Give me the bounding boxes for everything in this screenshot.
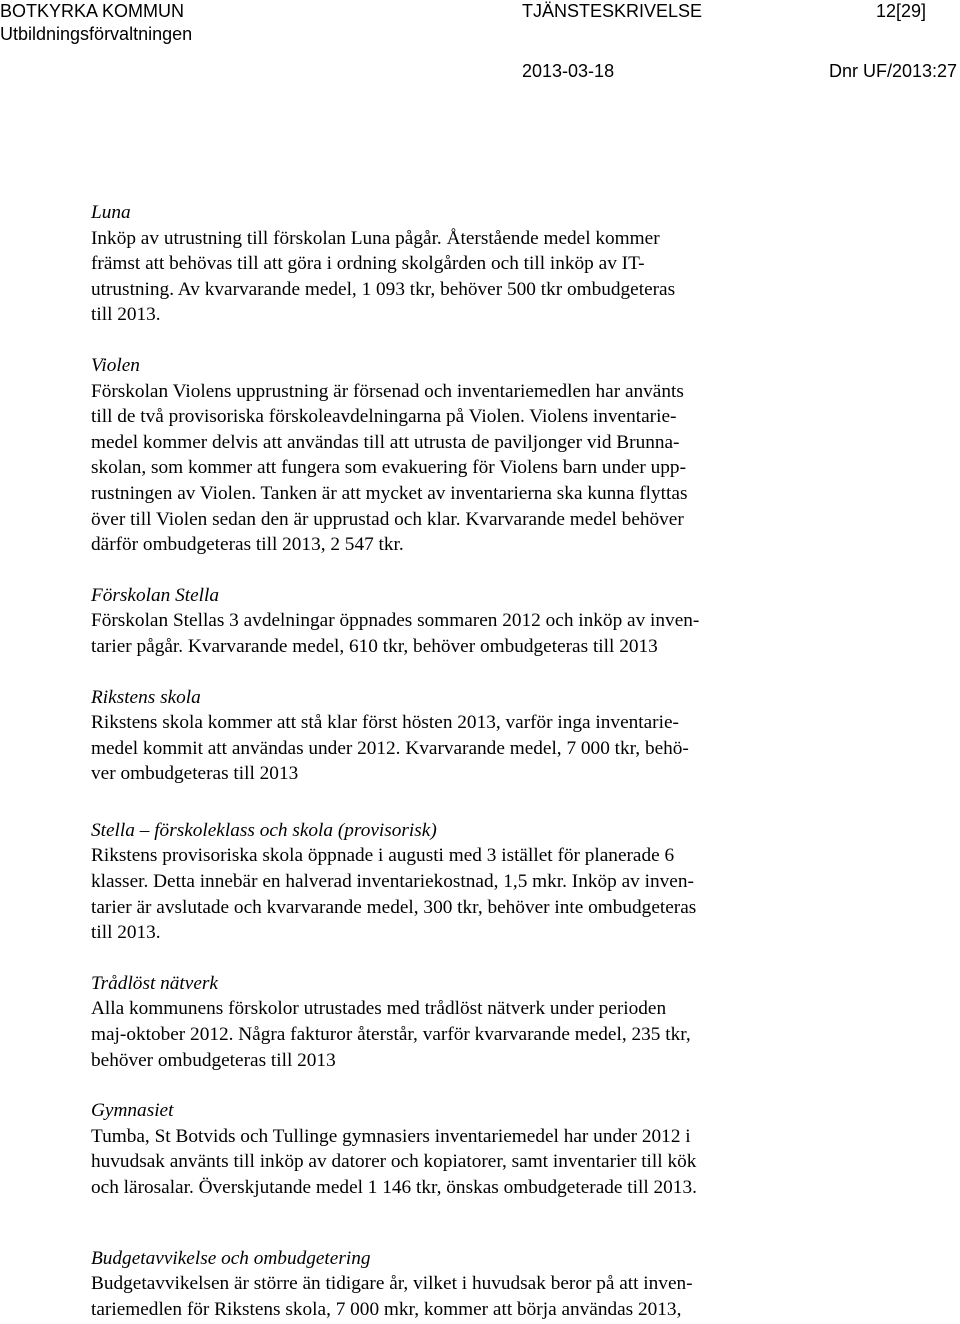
paragraph-line: Alla kommunens förskolor utrustades med trådlöst nätverk under perioden (91, 998, 667, 1020)
section-tradlost-natverk (91, 971, 831, 1073)
document-body (91, 200, 831, 1322)
paragraph-line: behöver ombudgeteras till 2013 (91, 1049, 336, 1071)
section-heading: Gymnasiet (91, 1100, 174, 1122)
document-type: TJÄNSTESKRIVELSE (522, 1, 703, 21)
document-date: 2013-03-18 (522, 61, 615, 81)
paragraph-line: utrustning. Av kvarvarande medel, 1 093 tkr, behöver 500 tkr ombudgeteras (91, 278, 676, 300)
paragraph-line: till 2013. (91, 922, 161, 944)
section-budgetavvikelse (91, 1246, 831, 1323)
paragraph-line: till de två provisoriska förskoleavdelningarna på Violen. Violens inventarie- (91, 406, 677, 428)
paragraph-line: Förskolan Stellas 3 avdelningar öppnades sommaren 2012 och inköp av inven- (91, 610, 700, 632)
department-name: Utbildningsförvaltningen (0, 24, 193, 44)
page-number: 12[29] (876, 1, 927, 21)
section-luna (91, 200, 831, 328)
section-heading: Budgetavvikelse och ombudgetering (91, 1247, 371, 1269)
paragraph-line: klasser. Detta innebär en halverad inventariekostnad, 1,5 mkr. Inköp av inven- (91, 871, 694, 893)
section-stella-forskoleklass (91, 818, 831, 946)
section-gymnasiet (91, 1098, 831, 1200)
paragraph-line: till 2013. (91, 304, 161, 326)
paragraph-line: främst att behövas till att göra i ordning skolgården och till inköp av IT- (91, 253, 645, 275)
section-heading: Violen (91, 354, 140, 376)
paragraph-line: skolan, som kommer att fungera som evakuering för Violens barn under upp- (91, 457, 686, 479)
paragraph-line: tarier pågår. Kvarvarande medel, 610 tkr, behöver ombudgeteras till 2013 (91, 635, 658, 657)
paragraph-line: Förskolan Violens upprustning är försenad och inventariemedlen har använts (91, 380, 684, 402)
paragraph-line: därför ombudgeteras till 2013, 2 547 tkr. (91, 534, 404, 556)
paragraph-line: över till Violen sedan den är upprustad och klar. Kvarvarande medel behöver (91, 508, 684, 530)
section-rikstens-skola (91, 685, 831, 787)
paragraph-line: och lärosalar. Överskjutande medel 1 146 tkr, önskas ombudgeterade till 2013. (91, 1177, 697, 1198)
document-dnr: Dnr UF/2013:27 (829, 61, 958, 81)
paragraph-line: Inköp av utrustning till förskolan Luna pågår. Återstående medel kommer (91, 227, 660, 249)
paragraph-line: Tumba, St Botvids och Tullinge gymnasiers inventariemedel har under 2012 i (91, 1125, 691, 1147)
paragraph-line: Budgetavvikelsen är större än tidigare år, vilket i huvudsak beror på att inven- (91, 1273, 693, 1295)
section-heading: Stella – förskoleklass och skola (provisorisk) (91, 819, 437, 841)
paragraph-line: Rikstens provisoriska skola öppnade i augusti med 3 istället för planerade 6 (91, 845, 675, 867)
org-name: BOTKYRKA KOMMUN (0, 1, 185, 21)
section-heading: Förskolan Stella (91, 584, 219, 606)
paragraph-line: maj-oktober 2012. Några fakturor återstår, varför kvarvarande medel, 235 tkr, (91, 1024, 691, 1046)
paragraph-line: ver ombudgeteras till 2013 (91, 763, 299, 785)
paragraph-line: huvudsak använts till inköp av datorer och kopiatorer, samt inventarier till kök (91, 1151, 697, 1173)
paragraph-line: tariemedlen för Rikstens skola, 7 000 mkr, kommer att börja användas 2013, (91, 1298, 682, 1320)
paragraph-line: medel kommer delvis att användas till att utrusta de paviljonger vid Brunna- (91, 431, 680, 453)
paragraph-line: medel kommit att användas under 2012. Kvarvarande medel, 7 000 tkr, behö- (91, 737, 689, 759)
section-forskolan-stella (91, 583, 831, 660)
section-heading: Rikstens skola (91, 686, 201, 708)
section-heading: Trådlöst nätverk (91, 972, 218, 994)
section-heading: Luna (91, 202, 131, 223)
paragraph-line: Rikstens skola kommer att stå klar först hösten 2013, varför inga inventarie- (91, 712, 679, 734)
paragraph-line: tarier är avslutade och kvarvarande medel, 300 tkr, behöver inte ombudgeteras (91, 896, 697, 918)
paragraph-line: rustningen av Violen. Tanken är att mycket av inventarierna ska kunna flyttas (91, 482, 688, 504)
section-violen (91, 353, 831, 558)
